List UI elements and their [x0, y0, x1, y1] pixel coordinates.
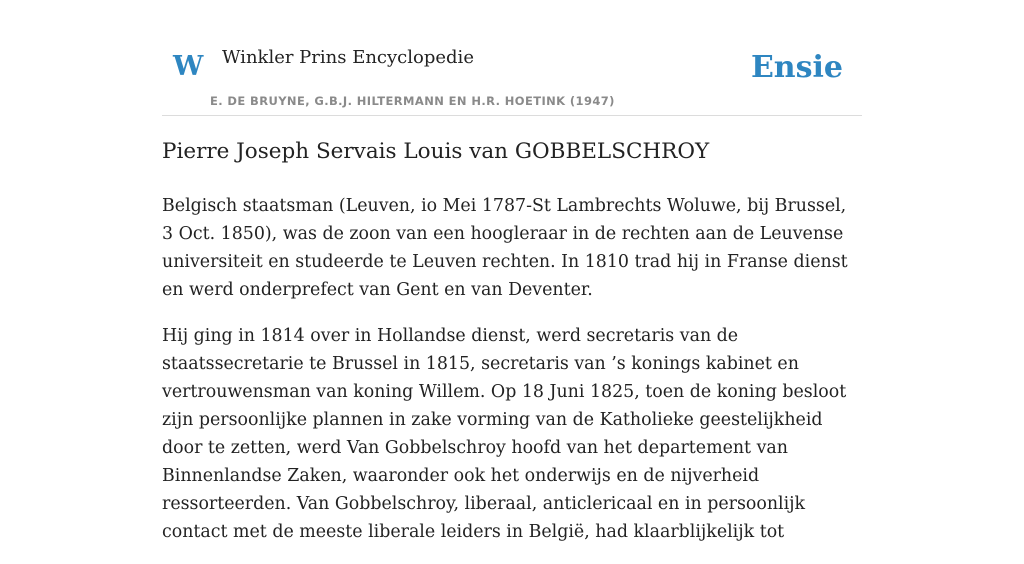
source-header: [162, 40, 862, 116]
winkler-prins-logo-icon: W: [173, 51, 204, 82]
article-paragraph-2: Hij ging in 1814 over in Hollandse dienst, werd secretaris van de staatssecretarie te Brussel in 1815, secretaris van ’s konings kabinet en vertrouwensman van koning Willem. Op 18 Juni 1825, toen de koning besloot zijn persoonlijke plannen in zake vorming van de Katholieke geestelijkheid door te zetten, werd Van Gobbelschroy hoofd van het departement van Binnenlandse Zaken, waaronder ook het onderwijs en de nijverheid ressorteerden. Van Gobbelschroy, liberaal, anticlericaal en in persoonlijk contact met de meeste liberale leiders in België, had klaarblijkelijk tot: [162, 326, 847, 542]
source-title[interactable]: Winkler Prins Encyclopedie: [222, 47, 474, 68]
article-body: [162, 192, 862, 564]
article-title: Pierre Joseph Servais Louis van GOBBELSCHROY: [162, 139, 710, 164]
source-authors: E. DE BRUYNE, G.B.J. HILTERMANN EN H.R. HOETINK (1947): [210, 94, 615, 108]
ensie-brand-logo[interactable]: Ensie: [750, 50, 843, 85]
article-paragraph-1: Belgisch staatsman (Leuven, io Mei 1787-St Lambrechts Woluwe, bij Brussel, 3 Oct. 1850), was de zoon van een hoogleraar in de rechten aan de Leuvense universiteit en studeerde te Leuven rechten. In 1810 trad hij in Franse dienst en werd onderprefect van Gent en van Deventer.: [162, 196, 848, 300]
